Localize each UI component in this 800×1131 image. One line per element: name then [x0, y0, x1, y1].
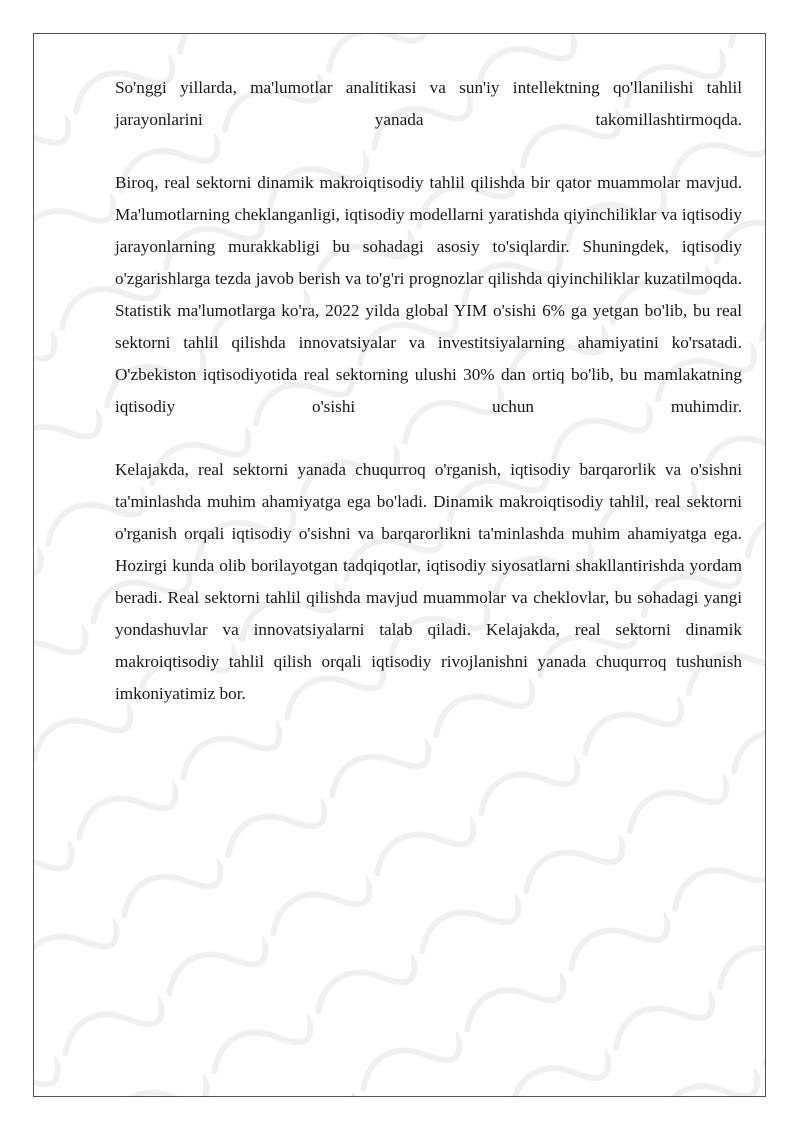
document-body — [115, 72, 742, 741]
paragraph-3: Kelajakda, real sektorni yanada chuqurroq o'rganish, iqtisodiy barqarorlik va o'sishni ta'minlashda muhim ahamiyatga ega bo'ladi. Dinamik makroiqtisodiy tahlil, real sektorni o'rganish orqali iqtisodiy o'sishni va barqarorlikni ta'minlashda muhim ahamiyatga ega. Hozirgi kunda olib borilayotgan tadqiqotlar, iqtisodiy siyosatlarni shakllantirishda yordam beradi. Real sektorni tahlil qilishda mavjud muammolar va cheklovlar, bu sohadagi yangi yondashuvlar va innovatsiyalarni talab qiladi. Kelajakda, real sektorni dinamik makroiqtisodiy tahlil qilish orqali iqtisodiy rivojlanishni yanada chuqurroq tushunish imkoniyatimiz bor. — [115, 460, 742, 703]
paragraph-2: Biroq, real sektorni dinamik makroiqtisodiy tahlil qilishda bir qator muammolar mavjud. Ma'lumotlarning cheklanganligi, iqtisodiy modellarni yaratishda qiyinchiliklar va iqtisodiy jarayonlarning murakkabligi bu sohadagi asosiy to'siqlardir. Shuningdek, iqtisodiy o'zgarishlarga tezda javob berish va to'g'ri prognozlar qilishda qiyinchiliklar kuzatilmoqda. Statistik ma'lumotlarga ko'ra, 2022 yilda global YIM o'sishi 6% ga yetgan bo'lib, bu real sektorni tahlil qilishda innovatsiyalar va investitsiyalarning ahamiyatini ko'rsatadi. O'zbekiston iqtisodiyotida real sektorning ulushi 30% dan ortiq bo'lib, bu mamlakatning iqtisodiy o'sishi uchun muhimdir. — [115, 173, 742, 416]
paragraph-1: So'nggi yillarda, ma'lumotlar analitikasi va sun'iy intellektning qo'llanilishi tahlil jarayonlarini yanada takomillashtirmoqda. — [115, 78, 742, 129]
